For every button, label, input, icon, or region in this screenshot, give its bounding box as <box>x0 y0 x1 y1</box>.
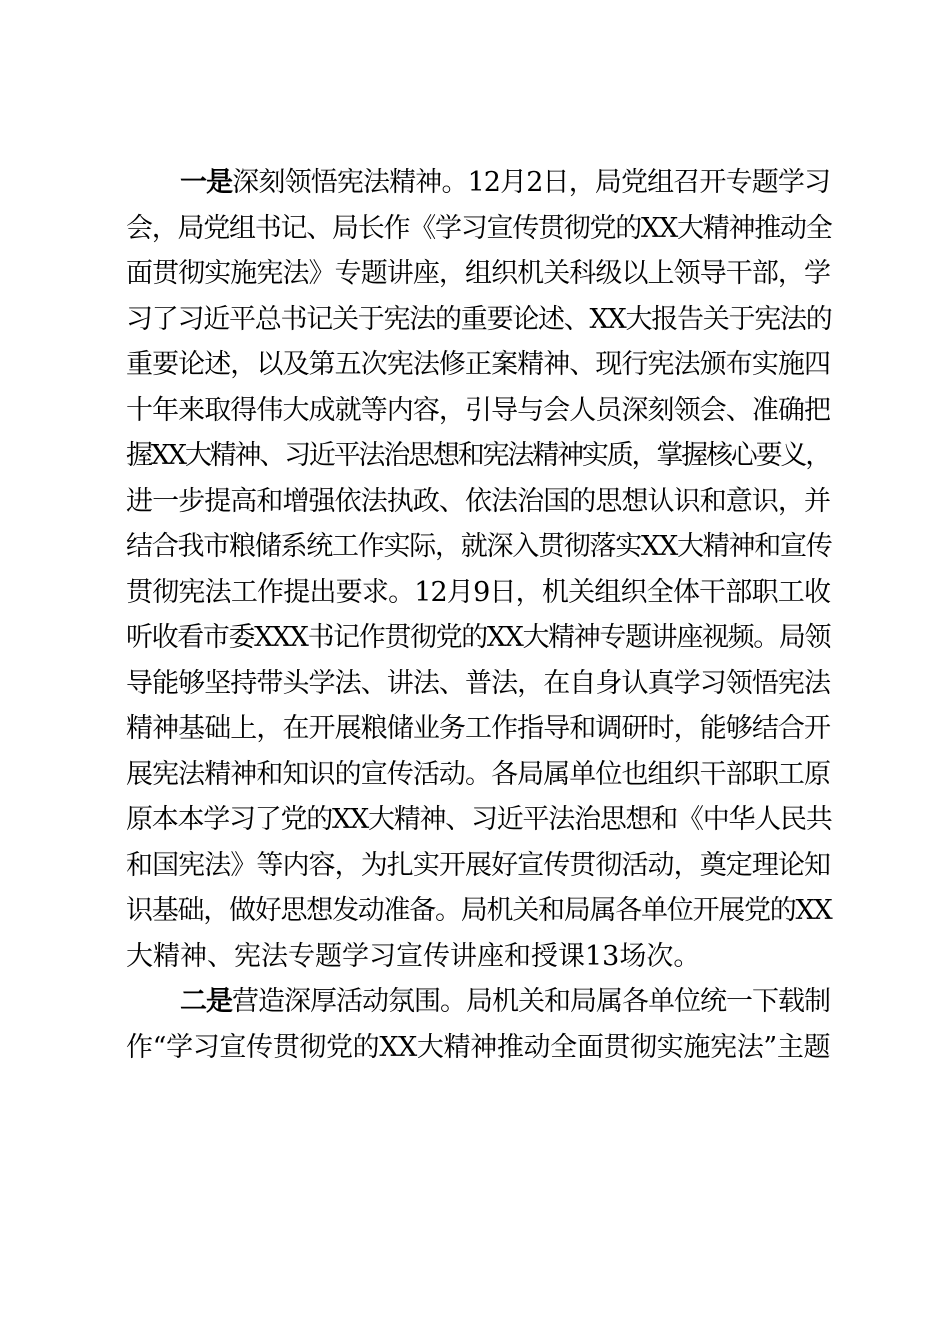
text-line: 十年来取得伟大成就等内容，引导与会人员深刻领会、准确把 <box>126 394 830 426</box>
text-line: 大精神、宪法专题学习宣传讲座和授课13场次。 <box>126 940 701 972</box>
text-line: 面贯彻实施宪法》专题讲座，组织机关科级以上领导干部，学 <box>126 258 830 289</box>
paragraph-2 <box>126 979 830 1070</box>
text-line: 握XX大精神、习近平法治思想和宪法精神实质，掌握核心要义， <box>126 440 830 471</box>
text-line: 听收看市委XXX书记作贯彻党的XX大精神专题讲座视频。局领 <box>126 622 830 653</box>
text-line: 精神基础上，在开展粮储业务工作指导和调研时，能够结合开 <box>126 713 830 744</box>
text-line: 贯彻宪法工作提出要求。12月9日，机关组织全体干部职工收 <box>126 576 830 608</box>
text-run: 营造深厚活动氛围。局机关和局属各单位统一下载制 <box>232 986 830 1017</box>
paragraph-lead: 一是 <box>180 167 233 198</box>
paragraph-lead: 二是 <box>180 986 232 1017</box>
text-line: 导能够坚持带头学法、讲法、普法，在自身认真学习领悟宪法 <box>126 667 830 699</box>
text-line: 展宪法精神和知识的宣传活动。各局属单位也组织干部职工原 <box>126 758 830 790</box>
text-line: 会，局党组书记、局长作《学习宣传贯彻党的XX大精神推动全 <box>126 212 832 244</box>
paragraph-1 <box>126 160 830 979</box>
text-line: 原本本学习了党的XX大精神、习近平法治思想和《中华人民共 <box>126 804 832 835</box>
document-body <box>126 160 830 1070</box>
text-run: 深刻领悟宪法精神。12月2日，局党组召开专题学习 <box>232 167 830 198</box>
text-line: 识基础，做好思想发动准备。局机关和局属各单位开展党的XX <box>126 895 832 926</box>
text-line: 重要论述，以及第五次宪法修正案精神、现行宪法颁布实施四 <box>126 349 830 380</box>
text-line <box>126 979 830 1025</box>
text-line: 进一步提高和增强依法执政、依法治国的思想认识和意识，并 <box>126 485 830 517</box>
text-line: 习了习近平总书记关于宪法的重要论述、XX大报告关于宪法的 <box>126 303 832 335</box>
text-line <box>126 160 830 206</box>
text-line: 作“学习宣传贯彻党的XX大精神推动全面贯彻实施宪法”主题 <box>126 1031 830 1063</box>
text-line: 和国宪法》等内容，为扎实开展好宣传贯彻活动，奠定理论知 <box>126 849 830 881</box>
text-line: 结合我市粮储系统工作实际，就深入贯彻落实XX大精神和宣传 <box>126 531 832 562</box>
